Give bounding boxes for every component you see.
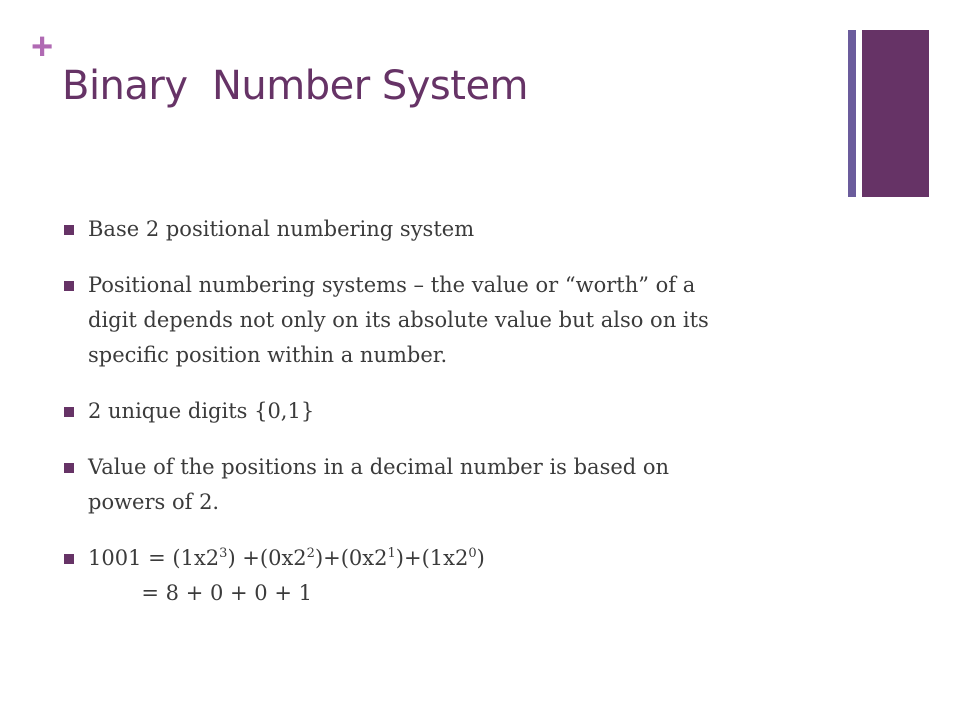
bullet-square-icon bbox=[64, 554, 74, 564]
bullet-item bbox=[62, 450, 782, 520]
bullet-item bbox=[62, 394, 782, 429]
bullet-text: Value of the positions in a decimal number is based on bbox=[88, 455, 670, 479]
formula-text: )+(0x2 bbox=[314, 546, 388, 570]
bullet-square-icon bbox=[64, 281, 74, 291]
bullet-text: digit depends not only on its absolute value but also on its bbox=[88, 308, 709, 332]
formula-exponent: 2 bbox=[306, 546, 315, 561]
formula-text: ) +(0x2 bbox=[227, 546, 307, 570]
bullet-text: 2 unique digits {0,1} bbox=[88, 399, 315, 423]
bullet-text: specific position within a number. bbox=[88, 343, 448, 367]
bullet-item-formula bbox=[62, 541, 782, 611]
formula-text: 1001 = (1x2 bbox=[88, 546, 220, 570]
formula-text: ) bbox=[476, 546, 485, 570]
formula-line bbox=[88, 541, 782, 576]
plus-icon: + bbox=[31, 26, 54, 68]
bullet-item bbox=[62, 268, 782, 373]
bullet-text: powers of 2. bbox=[88, 490, 220, 514]
bullet-text: Base 2 positional numbering system bbox=[88, 217, 475, 241]
formula-exponent: 3 bbox=[219, 546, 228, 561]
formula-result-line: = 8 + 0 + 0 + 1 bbox=[88, 581, 312, 605]
formula-exponent: 0 bbox=[468, 546, 477, 561]
bullet-square-icon bbox=[64, 407, 74, 417]
decorative-bar-wide bbox=[862, 30, 929, 197]
decorative-bar-thin bbox=[848, 30, 856, 197]
slide-title: Binary Number System bbox=[62, 63, 529, 109]
bullet-square-icon bbox=[64, 463, 74, 473]
bullet-item bbox=[62, 212, 782, 247]
formula-text: )+(1x2 bbox=[395, 546, 469, 570]
formula-exponent: 1 bbox=[387, 546, 396, 561]
bullet-square-icon bbox=[64, 225, 74, 235]
bullet-text: Positional numbering systems – the value or “worth” of a bbox=[88, 273, 696, 297]
bullet-list bbox=[62, 212, 782, 632]
